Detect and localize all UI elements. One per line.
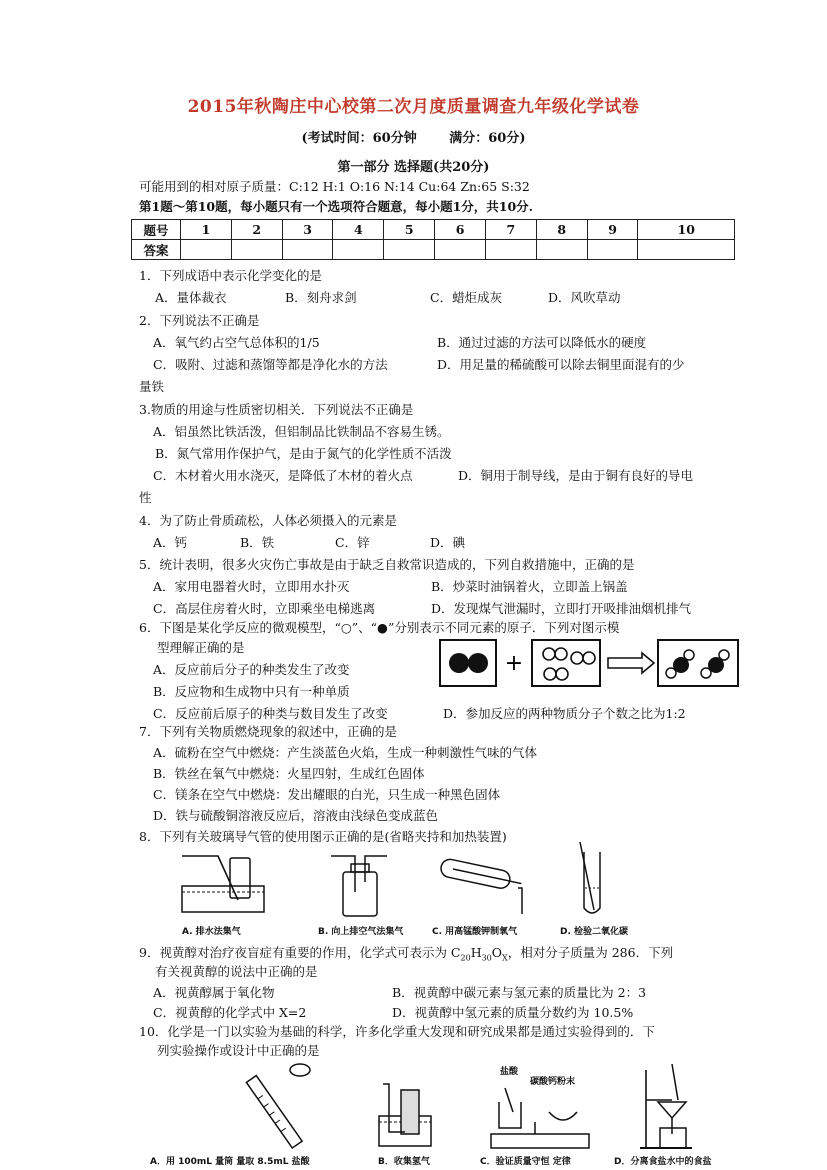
q9-text-post: ，相对分子质量为 286．下列 bbox=[507, 945, 674, 960]
answer-cell bbox=[435, 240, 486, 260]
svg-text:+: + bbox=[504, 651, 524, 676]
q1-option-d: D．风吹草动 bbox=[548, 290, 621, 305]
answer-cell bbox=[181, 240, 232, 260]
table-header-number: 题号 bbox=[132, 220, 181, 240]
q4-option-c: C．锌 bbox=[335, 535, 370, 550]
q8-figure-b bbox=[325, 852, 395, 922]
answer-cell bbox=[282, 240, 333, 260]
q9-option-d: D．视黄醇中氢元素的质量分数约为 10.5% bbox=[392, 1005, 634, 1020]
question-4: 4．为了防止骨质疏松，人体必须摄入的元素是 bbox=[139, 513, 397, 528]
instruction: 第1题～第10题，每小题只有一个选项符合题意，每小题1分，共10分. bbox=[139, 199, 534, 214]
q7-option-d: D．铁与硫酸铜溶液反应后，溶液由浅绿色变成蓝色 bbox=[153, 808, 439, 823]
q3-option-b: B．氮气常用作保护气，是由于氮气的化学性质不活泼 bbox=[155, 446, 452, 461]
q8-figure-c bbox=[430, 856, 530, 920]
q8-figure-d bbox=[572, 838, 612, 920]
q9-option-a: A．视黄醇属于氧化物 bbox=[153, 985, 275, 1000]
q7-option-a: A．硫粉在空气中燃烧：产生淡蓝色火焰，生成一种刺激性气味的气体 bbox=[153, 745, 538, 760]
q5-option-b: B．炒菜时油锅着火，立即盖上锅盖 bbox=[431, 579, 628, 594]
table-cell: 7 bbox=[485, 220, 536, 240]
table-cell: 5 bbox=[384, 220, 435, 240]
q8-caption-a: A. 排水法集气 bbox=[182, 927, 241, 937]
q10-label-hcl: 盐酸 bbox=[500, 1067, 519, 1077]
exam-time: (考试时间：60分钟 bbox=[301, 131, 417, 146]
q9-option-c: C．视黄醇的化学式中 X=2 bbox=[153, 1005, 307, 1020]
answer-cell bbox=[485, 240, 536, 260]
table-cell: 10 bbox=[638, 220, 735, 240]
table-row bbox=[132, 220, 735, 240]
q9-formula-sub: X bbox=[502, 953, 508, 963]
question-5: 5．统计表明，很多火灾伤亡事故是由于缺乏自救常识造成的，下列自救措施中，正确的是 bbox=[139, 557, 635, 572]
table-header-answer: 答案 bbox=[132, 240, 181, 260]
answer-cell bbox=[587, 240, 638, 260]
q5-option-c: C．高层住房着火时，立即乘坐电梯逃离 bbox=[153, 601, 376, 616]
answer-cell bbox=[536, 240, 587, 260]
q3-option-c: C．木材着火用水浇灭，是降低了木材的着火点 bbox=[153, 468, 413, 483]
q9-text-pre: 9．视黄醇对治疗夜盲症有重要的作用，化学式可表示为 C bbox=[139, 945, 461, 960]
q1-option-c: C．蜡炬成灰 bbox=[430, 290, 503, 305]
q10-figure-c bbox=[485, 1082, 595, 1152]
q10-caption-a: A．用 100mL 量筒 量取 8.5mL 盐酸 bbox=[150, 1157, 310, 1167]
answer-cell bbox=[231, 240, 282, 260]
q6-option-b: B．反应物和生成物中只有一种单质 bbox=[153, 684, 350, 699]
table-cell: 9 bbox=[587, 220, 638, 240]
answer-table bbox=[131, 219, 735, 260]
q6-option-d: D．参加反应的两种物质分子个数之比为1:2 bbox=[443, 706, 686, 721]
q8-caption-c: C. 用高锰酸钾制氧气 bbox=[432, 927, 518, 937]
q4-option-a: A．钙 bbox=[153, 535, 188, 550]
reaction-model-figure bbox=[438, 636, 740, 692]
exam-title: 2015年秋陶庄中心校第二次月度质量调查九年级化学试卷 bbox=[187, 97, 640, 117]
table-cell: 8 bbox=[536, 220, 587, 240]
exam-info bbox=[0, 127, 827, 146]
table-cell: 4 bbox=[333, 220, 384, 240]
q10-caption-c: C．验证质量守恒 定律 bbox=[480, 1157, 571, 1167]
q7-option-c: C．镁条在空气中燃烧：发出耀眼的白光，只生成一种黑色固体 bbox=[153, 787, 501, 802]
q10-caption-d: D．分离食盐水中的食盐 bbox=[614, 1157, 712, 1167]
question-1: 1．下列成语中表示化学变化的是 bbox=[139, 268, 322, 283]
q2-option-c: C．吸附、过滤和蒸馏等都是净化水的方法 bbox=[153, 357, 388, 372]
q9-formula-sub: 30 bbox=[481, 953, 492, 963]
q2-option-d-cont: 量铁 bbox=[139, 379, 165, 394]
question-2: 2．下列说法不正确是 bbox=[139, 313, 260, 328]
q1-option-b: B．刻舟求剑 bbox=[285, 290, 357, 305]
question-9-cont: 有关视黄醇的说法中正确的是 bbox=[155, 964, 318, 979]
part-heading: 第一部分 选择题(共20分) bbox=[337, 160, 490, 175]
q10-figure-d bbox=[632, 1060, 712, 1152]
table-cell: 2 bbox=[231, 220, 282, 240]
q4-option-b: B．铁 bbox=[240, 535, 275, 550]
q10-label-caco3: 碳酸钙粉末 bbox=[530, 1077, 576, 1087]
q8-figure-a bbox=[178, 852, 268, 922]
q6-option-c: C．反应前后原子的种类与数目发生了改变 bbox=[153, 706, 388, 721]
q10-figure-a bbox=[240, 1060, 320, 1152]
question-10: 10．化学是一门以实验为基础的科学，许多化学重大发现和研究成果都是通过实验得到的．下 bbox=[139, 1024, 655, 1039]
q7-option-b: B．铁丝在氧气中燃烧：火星四射，生成红色固体 bbox=[153, 766, 425, 781]
answer-cell bbox=[333, 240, 384, 260]
q2-option-a: A．氧气约占空气总体积的1/5 bbox=[153, 335, 320, 350]
q10-figure-b bbox=[375, 1082, 435, 1152]
q5-option-a: A．家用电器着火时，立即用水扑灭 bbox=[153, 579, 350, 594]
answer-cell bbox=[384, 240, 435, 260]
q3-option-d-cont: 性 bbox=[139, 490, 152, 505]
answer-cell bbox=[638, 240, 735, 260]
q6-option-a: A．反应前后分子的种类发生了改变 bbox=[153, 662, 350, 677]
q9-option-b: B．视黄醇中碳元素与氢元素的质量比为 2：3 bbox=[392, 985, 647, 1000]
atomic-masses: 可能用到的相对原子质量：C:12 H:1 O:16 N:14 Cu:64 Zn:65 S:32 bbox=[139, 179, 530, 194]
q5-option-d: D．发现煤气泄漏时，立即打开吸排油烟机排气 bbox=[431, 601, 692, 616]
question-7: 7．下列有关物质燃烧现象的叙述中，正确的是 bbox=[139, 724, 397, 739]
question-8: 8．下列有关玻璃导气管的使用图示正确的是(省略夹持和加热装置) bbox=[139, 829, 507, 844]
q8-caption-b: B. 向上排空气法集气 bbox=[318, 927, 404, 937]
q9-formula-sub: 20 bbox=[460, 953, 471, 963]
q4-option-d: D．碘 bbox=[430, 535, 466, 550]
q2-option-b: B．通过过滤的方法可以降低水的硬度 bbox=[437, 335, 647, 350]
question-10-cont: 列实验操作或设计中正确的是 bbox=[157, 1043, 320, 1058]
exam-score: 满分：60分) bbox=[449, 131, 526, 146]
table-cell: 1 bbox=[181, 220, 232, 240]
question-3: 3.物质的用途与性质密切相关．下列说法不正确是 bbox=[139, 402, 414, 417]
q9-formula-o: O bbox=[491, 945, 503, 960]
table-row bbox=[132, 240, 735, 260]
question-6: 6．下图是某化学反应的微观模型，“○”、“●”分别表示不同元素的原子．下列对图示模 bbox=[139, 620, 620, 635]
q2-option-d: D．用足量的稀硫酸可以除去铜里面混有的少 bbox=[437, 357, 685, 372]
question-6-cont: 型理解正确的是 bbox=[157, 640, 245, 655]
q9-formula-h: H bbox=[470, 945, 482, 960]
q10-caption-b: B．收集氢气 bbox=[378, 1157, 430, 1167]
q8-caption-d: D. 检验二氧化碳 bbox=[560, 927, 629, 937]
table-cell: 3 bbox=[282, 220, 333, 240]
q3-option-d: D．铜用于制导线，是由于铜有良好的导电 bbox=[458, 468, 694, 483]
q3-option-a: A．铝虽然比铁活泼，但铝制品比铁制品不容易生锈。 bbox=[153, 424, 450, 439]
q1-option-a: A．量体裁衣 bbox=[155, 290, 227, 305]
table-cell: 6 bbox=[435, 220, 486, 240]
